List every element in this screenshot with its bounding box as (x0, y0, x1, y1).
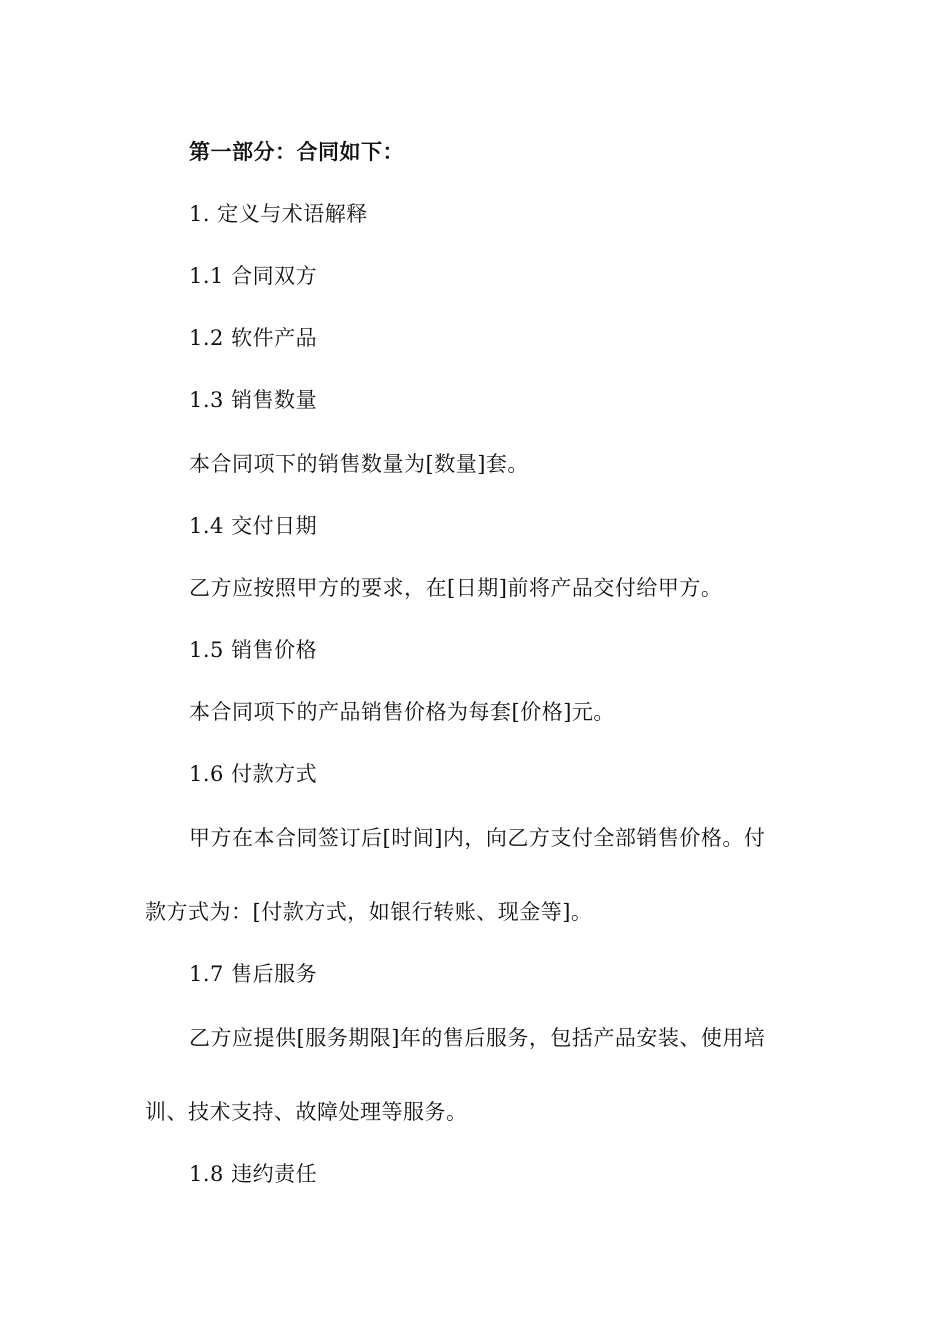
section-1-1-heading: 1.1 合同双方 (189, 264, 318, 288)
section-1-7-heading: 1.7 售后服务 (189, 962, 318, 986)
section-1-5-body: 本合同项下的产品销售价格为每套[价格]元。 (189, 700, 615, 724)
section-1-6-heading: 1.6 付款方式 (189, 762, 318, 786)
section-1-5-heading: 1.5 销售价格 (189, 638, 318, 662)
part-heading: 第一部分：合同如下： (189, 140, 404, 164)
section-1-7-body-line2: 训、技术支持、故障处理等服务。 (145, 1100, 468, 1124)
section-1-6-body-line1: 甲方在本合同签订后[时间]内，向乙方支付全部销售价格。付 (189, 826, 766, 850)
section-1-3-body: 本合同项下的销售数量为[数量]套。 (189, 452, 529, 476)
section-1-4-heading: 1.4 交付日期 (189, 514, 318, 538)
section-1-2-heading: 1.2 软件产品 (189, 326, 318, 350)
section-1-7-body-line1: 乙方应提供[服务期限]年的售后服务，包括产品安装、使用培 (189, 1026, 766, 1050)
section-1-3-heading: 1.3 销售数量 (189, 388, 318, 412)
section-1-6-body-line2: 款方式为：[付款方式，如银行转账、现金等]。 (145, 900, 593, 924)
section-1-4-body: 乙方应按照甲方的要求，在[日期]前将产品交付给甲方。 (189, 576, 723, 600)
section-1-heading: 1. 定义与术语解释 (189, 202, 368, 226)
section-1-8-heading: 1.8 违约责任 (189, 1162, 318, 1186)
